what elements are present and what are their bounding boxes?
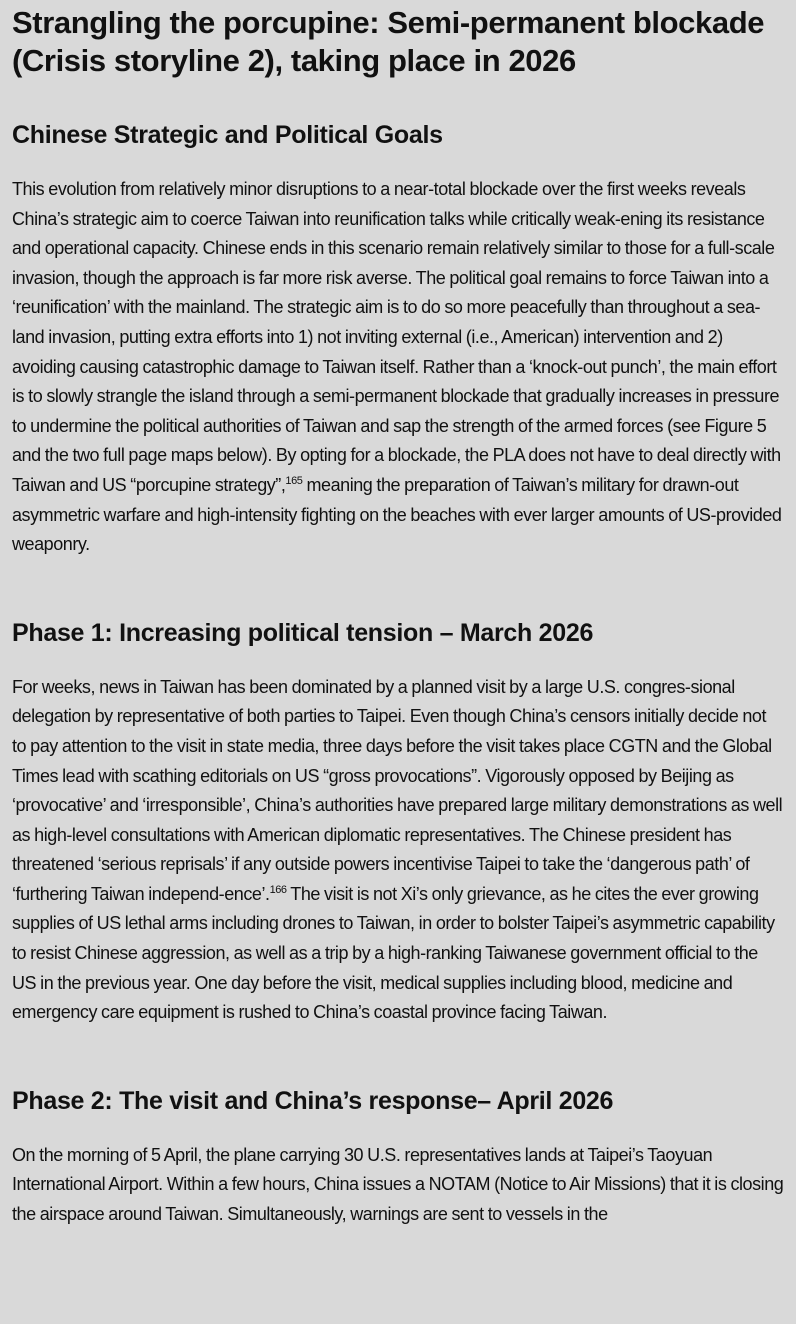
paragraph-text: meaning the preparation of Taiwan’s military for drawn-out asymmetric warfare and high-intensity fighting on the beaches with ever larger amounts of US-provided weaponry. <box>12 474 782 555</box>
section-phase-2 <box>12 1086 784 1230</box>
paragraph-text: This evolution from relatively minor disruptions to a near-total blockade over the first weeks reveals China’s strategic aim to coerce Taiwan into reunification talks while critically weak-ening its resistance and operational capacity. Chinese ends in this scenario remain relatively similar to those for a full-scale invasion, though the approach is far more risk averse. The political goal remains to force Taiwan into a ‘reunification’ with the mainland. The strategic aim is to do so more peacefully than throughout a sea-land invasion, putting extra efforts into 1) not inviting external (i.e., American) intervention and 2) avoiding causing catastrophic damage to Taiwan itself. Rather than a ‘knock-out punch’, the main effort is to slowly strangle the island through a semi-permanent blockade that gradually increases in pressure to undermine the political authorities of Taiwan and sap the strength of the armed forces (see Figure 5 and the two full page maps below). By opting for a blockade, the PLA does not have to deal directly with Taiwan and US “porcupine strategy”, <box>12 179 781 495</box>
body-paragraph <box>12 175 784 560</box>
paragraph-text: On the morning of 5 April, the plane carrying 30 U.S. representatives lands at Taipei’s Taoyuan International Airport. Within a few hours, China issues a NOTAM (Notice to Air Missions) that it is closing the airspace around Taiwan. Simultaneously, warnings are sent to vessels in the <box>12 1144 784 1225</box>
section-heading: Phase 2: The visit and China’s response– April 2026 <box>12 1086 614 1115</box>
section-heading: Phase 1: Increasing political tension – March 2026 <box>12 618 594 647</box>
section-heading: Chinese Strategic and Political Goals <box>12 121 443 149</box>
footnote-reference[interactable]: 166 <box>269 883 287 896</box>
paragraph-text: For weeks, news in Taiwan has been dominated by a planned visit by a large U.S. congres-sional delegation by representative of both parties to Taipei. Even though China’s censors initially decide not to pay attention to the visit in state media, three days before the visit takes place CGTN and the Global Times lead with scathing editorials on US “gross provocations”. Vigorously opposed by Beijing as ‘provocative’ and ‘irresponsible’, China’s authorities have prepared large military demonstrations as well as high-level consultations with American diplomatic representatives. The Chinese president has threatened ‘serious reprisals’ if any outside powers incentivise Taipei to take the ‘dangerous path’ of ‘furthering Taiwan independ-ence’. <box>12 676 783 904</box>
footnote-reference[interactable]: 165 <box>285 474 303 487</box>
paragraph-text: The visit is not Xi’s only grievance, as he cites the ever growing supplies of US lethal arms including drones to Taiwan, in order to bolster Taipei’s asymmetric capability to resist Chinese aggression, as well as a trip by a high-ranking Taiwanese government official to the US in the previous year. One day before the visit, medical supplies including blood, medicine and emergency care equipment is rushed to China’s coastal province facing Taiwan. <box>12 883 775 1023</box>
section-strategic-goals <box>12 120 784 560</box>
document-title: Strangling the porcupine: Semi-permanent blockade (Crisis storyline 2), taking place in 2026 <box>12 5 765 78</box>
body-paragraph <box>12 673 784 1028</box>
body-paragraph <box>12 1141 784 1230</box>
section-phase-1 <box>12 618 784 1028</box>
